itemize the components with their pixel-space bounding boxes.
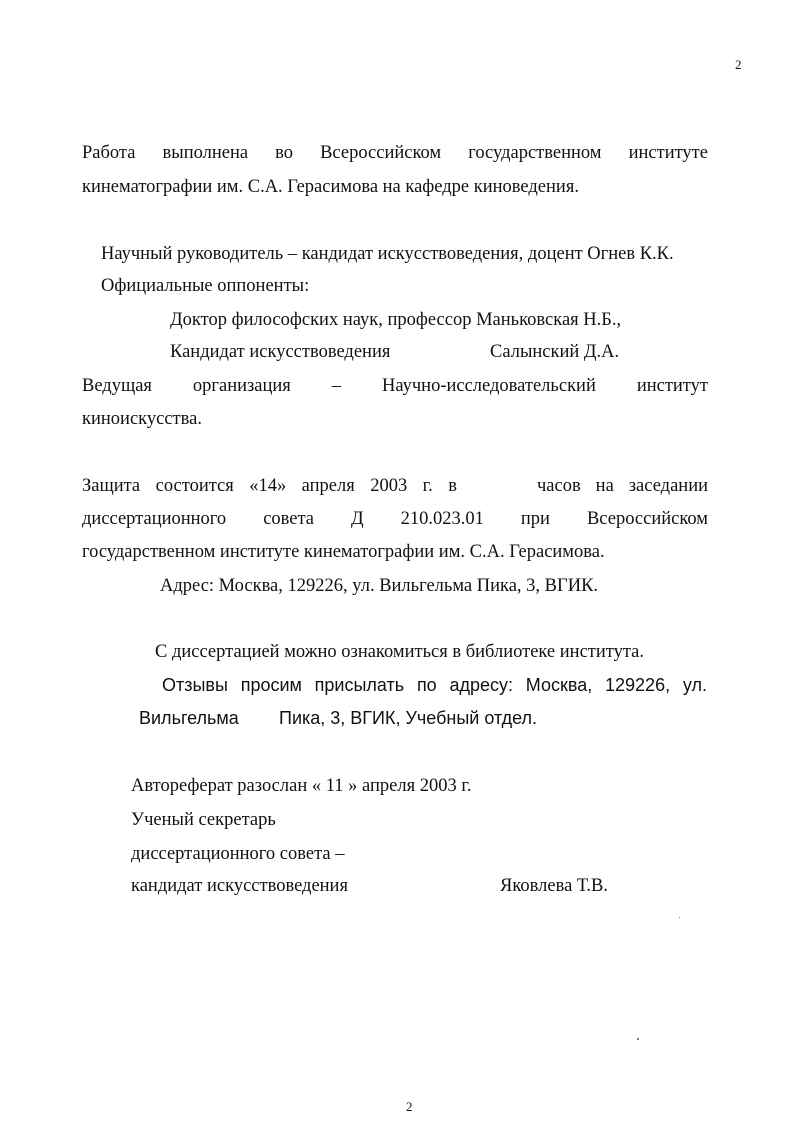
- reviews-line-1: [162, 676, 707, 694]
- word: Всероссийском: [320, 143, 442, 163]
- reviews-line-2b: Пика, 3, ВГИК, Учебный отдел.: [279, 708, 538, 728]
- word: просим: [240, 675, 302, 695]
- word: Д: [351, 509, 364, 529]
- scan-speck: [679, 917, 680, 918]
- word: государственном: [468, 143, 602, 163]
- institution-line-1: [82, 144, 708, 163]
- institution-line-2: кинематографии им. С.А. Герасимова на кафедре киноведения.: [82, 177, 579, 197]
- word: –: [331, 376, 342, 396]
- word: 129226,: [605, 675, 671, 695]
- word: присылать: [314, 675, 405, 695]
- secretary-line-2: диссертационного совета –: [131, 844, 345, 864]
- word: институт: [636, 376, 708, 396]
- word: Научно-исследовательский: [381, 376, 596, 396]
- opponent-first: Доктор философских наук, профессор Маньковская Н.Б.,: [170, 310, 622, 330]
- word: на: [595, 476, 614, 496]
- lead-org-line-2: киноискусства.: [82, 409, 202, 429]
- word: Москва,: [525, 675, 593, 695]
- word: при: [520, 509, 550, 529]
- word: во: [275, 143, 293, 163]
- word: ул.: [682, 675, 707, 695]
- word: в: [448, 476, 457, 496]
- library-note: С диссертацией можно ознакомиться в библиотеке института.: [155, 642, 645, 662]
- reviews-line-2a: Вильгельма: [139, 708, 239, 728]
- word: часов: [537, 476, 581, 496]
- defense-line-1-left: [82, 477, 457, 496]
- word: апреля: [301, 476, 355, 496]
- word: институте: [628, 143, 708, 163]
- defense-line-1-right: [537, 477, 708, 496]
- defense-line-2: [82, 510, 708, 529]
- word: Защита: [82, 476, 141, 496]
- secretary-line-1: Ученый секретарь: [131, 810, 276, 830]
- secretary-line-3: кандидат искусствоведения: [131, 876, 348, 896]
- mailing-date: Автореферат разослан « 11 » апреля 2003 г.: [131, 776, 472, 796]
- opponent-second-name: Салынский Д.А.: [490, 342, 620, 362]
- word: по: [416, 675, 437, 695]
- word: диссертационного: [82, 509, 227, 529]
- word: «14»: [249, 476, 287, 496]
- word: адресу:: [449, 675, 514, 695]
- supervisor-line: Научный руководитель – кандидат искусствоведения, доцент Огнев К.К.: [101, 244, 674, 264]
- opponents-heading: Официальные оппоненты:: [101, 276, 310, 296]
- word: Отзывы: [162, 675, 228, 695]
- defense-line-3: государственном институте кинематографии им. С.А. Герасимова.: [82, 542, 605, 562]
- page-number-bottom: 2: [406, 1099, 413, 1114]
- defense-address: Адрес: Москва, 129226, ул. Вильгельма Пика, 3, ВГИК.: [160, 576, 599, 596]
- opponent-second-title: Кандидат искусствоведения: [170, 342, 391, 362]
- secretary-name: Яковлева Т.В.: [500, 876, 608, 896]
- lead-org-line-1: [82, 377, 708, 396]
- word: выполнена: [162, 143, 249, 163]
- word: 2003: [370, 476, 408, 496]
- word: совета: [263, 509, 315, 529]
- word: состоится: [155, 476, 234, 496]
- word: Работа: [82, 143, 136, 163]
- word: заседании: [628, 476, 708, 496]
- word: 210.023.01: [400, 509, 484, 529]
- word: Всероссийском: [586, 509, 708, 529]
- word: организация: [192, 376, 291, 396]
- word: Ведущая: [82, 376, 152, 396]
- page-number-top: 2: [735, 57, 742, 72]
- scan-speck: [637, 1038, 639, 1040]
- word: г.: [422, 476, 433, 496]
